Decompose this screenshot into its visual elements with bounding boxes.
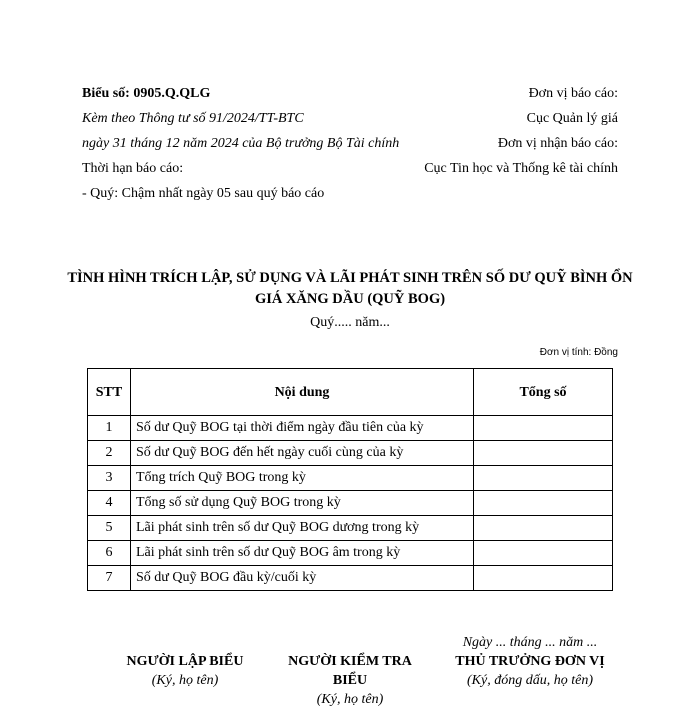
row-stt: 3 [88, 466, 131, 491]
report-table [87, 368, 613, 591]
row-content: Số dư Quỹ BOG đầu kỳ/cuối kỳ [131, 566, 474, 591]
row-total[interactable] [474, 416, 613, 441]
table-row [88, 541, 613, 566]
row-content: Lãi phát sinh trên số dư Quỹ BOG âm trong kỳ [131, 541, 474, 566]
row-content: Lãi phát sinh trên số dư Quỹ BOG dương trong kỳ [131, 516, 474, 541]
deadline-value: - Quý: Chậm nhất ngày 05 sau quý báo cáo [82, 186, 325, 201]
reporting-unit-label: Đơn vị báo cáo: [528, 86, 618, 101]
row-stt: 4 [88, 491, 131, 516]
receiving-unit-value: Cục Tin học và Thống kê tài chính [424, 161, 618, 176]
header-right [418, 84, 618, 178]
signature-head [430, 652, 630, 690]
signature-checker [280, 652, 420, 709]
header-left [82, 84, 402, 203]
deadline-label: Thời hạn báo cáo: [82, 161, 184, 176]
checker-role: NGƯỜI KIỂM TRA BIỂU [288, 654, 412, 688]
table-row [88, 466, 613, 491]
preparer-hint: (Ký, họ tên) [151, 673, 219, 688]
reporting-unit-value: Cục Quản lý giá [526, 111, 618, 126]
row-stt: 2 [88, 441, 131, 466]
table-header-row [88, 369, 613, 416]
table-row [88, 566, 613, 591]
row-stt: 7 [88, 566, 131, 591]
row-content: Số dư Quỹ BOG đến hết ngày cuối cùng của kỳ [131, 441, 474, 466]
unit-note: Đơn vị tính: Đồng [539, 347, 618, 358]
table-row [88, 441, 613, 466]
signature-preparer [95, 652, 275, 690]
report-title: TÌNH HÌNH TRÍCH LẬP, SỬ DỤNG VÀ LÃI PHÁT SINH TRÊN SỐ DƯ QUỸ BÌNH ỔN GIÁ XĂNG DẦU (QUỸ BOG) [67, 270, 633, 307]
row-total[interactable] [474, 441, 613, 466]
row-stt: 6 [88, 541, 131, 566]
head-role: THỦ TRƯỞNG ĐƠN VỊ [455, 654, 605, 669]
row-total[interactable] [474, 541, 613, 566]
row-total[interactable] [474, 516, 613, 541]
receiving-unit-label: Đơn vị nhận báo cáo: [497, 136, 618, 151]
signature-date: Ngày ... tháng ... năm ... [462, 635, 598, 650]
form-code: Biểu số: 0905.Q.QLG [82, 86, 211, 101]
checker-hint: (Ký, họ tên) [316, 692, 384, 707]
row-total[interactable] [474, 566, 613, 591]
row-content: Tổng trích Quỹ BOG trong kỳ [131, 466, 474, 491]
table-row [88, 416, 613, 441]
table-row [88, 491, 613, 516]
circular-date: ngày 31 tháng 12 năm 2024 của Bộ trưởng Bộ Tài chính [82, 136, 400, 151]
row-stt: 5 [88, 516, 131, 541]
row-content: Số dư Quỹ BOG tại thời điểm ngày đầu tiên của kỳ [131, 416, 474, 441]
table-row [88, 516, 613, 541]
header-content: Nội dung [131, 369, 474, 416]
report-period: Quý..... năm... [310, 315, 390, 330]
preparer-role: NGƯỜI LẬP BIỂU [126, 654, 244, 669]
row-total[interactable] [474, 466, 613, 491]
header-total: Tổng số [474, 369, 613, 416]
circular-reference: Kèm theo Thông tư số 91/2024/TT-BTC [82, 111, 304, 126]
row-stt: 1 [88, 416, 131, 441]
row-content: Tổng số sử dụng Quỹ BOG trong kỳ [131, 491, 474, 516]
head-hint: (Ký, đóng dấu, họ tên) [467, 673, 593, 688]
header-stt: STT [88, 369, 131, 416]
row-total[interactable] [474, 491, 613, 516]
